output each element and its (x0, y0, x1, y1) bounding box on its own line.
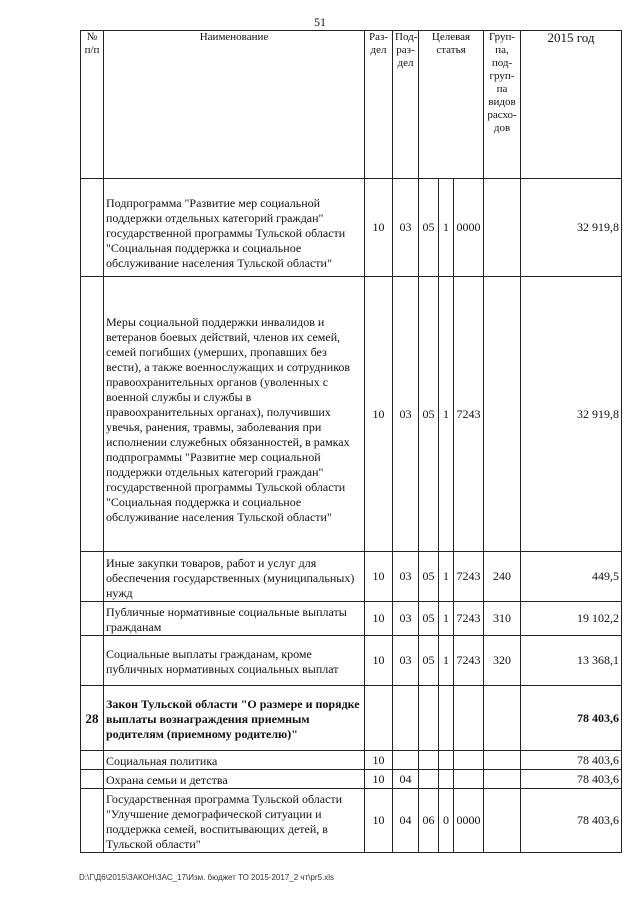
table-row (81, 751, 622, 770)
row-podrazdel: 03 (393, 552, 419, 602)
row-podrazdel: 03 (393, 602, 419, 636)
row-target-subprogram (439, 686, 454, 751)
row-amount-2015: 78 403,6 (521, 770, 622, 789)
row-target-program (419, 686, 439, 751)
row-expense-group (484, 770, 521, 789)
row-name: Иные закупки товаров, работ и услуг для обеспечения государственных (муниципальных) нужд (104, 552, 365, 602)
row-podrazdel: 03 (393, 636, 419, 686)
row-target-program (419, 770, 439, 789)
page-number: 51 (314, 15, 326, 29)
header-name: Наименование (104, 31, 365, 179)
header-target: Целевая статья (419, 31, 484, 179)
row-expense-group (484, 751, 521, 770)
row-number (81, 179, 104, 277)
row-podrazdel: 03 (393, 179, 419, 277)
row-podrazdel: 04 (393, 789, 419, 853)
row-razdel (365, 686, 393, 751)
row-name: Социальная политика (104, 751, 365, 770)
row-expense-group (484, 686, 521, 751)
row-razdel: 10 (365, 179, 393, 277)
row-target-code: 7243 (454, 552, 484, 602)
row-name: Меры социальной поддержки инвалидов и ветеранов боевых действий, членов их семей, семей погибших (умерших, пропавших без вести), а также военнослужащих и сотрудников правоохранительных органов (уволенных с военной службы и службы в правоохранительных органах), получивших увечья, ранения, травмы, заболевания при исполнении служебных обязанностей, в рамках подпрограммы "Развитие мер социальной поддержки отдельных категорий граждан" государственной программы Тульской области "Социальная поддержка и социальное обслуживание населения Тульской области" (104, 277, 365, 552)
table-row (81, 277, 622, 552)
row-target-code: 0000 (454, 789, 484, 853)
row-number: 28 (81, 686, 104, 751)
row-expense-group: 310 (484, 602, 521, 636)
row-target-subprogram: 1 (439, 602, 454, 636)
row-name: Охрана семьи и детства (104, 770, 365, 789)
row-target-code: 7243 (454, 636, 484, 686)
header-year: 2015 год (521, 31, 622, 179)
row-podrazdel (393, 751, 419, 770)
row-podrazdel: 03 (393, 277, 419, 552)
row-razdel: 10 (365, 636, 393, 686)
row-target-program: 05 (419, 277, 439, 552)
row-target-program: 05 (419, 179, 439, 277)
row-number (81, 751, 104, 770)
row-number (81, 277, 104, 552)
row-target-code: 7243 (454, 277, 484, 552)
row-expense-group (484, 789, 521, 853)
row-target-code (454, 686, 484, 751)
row-name: Публичные нормативные социальные выплаты гражданам (104, 602, 365, 636)
table-row (81, 552, 622, 602)
row-target-subprogram: 0 (439, 789, 454, 853)
table-row (81, 770, 622, 789)
row-target-program (419, 751, 439, 770)
row-podrazdel (393, 686, 419, 751)
row-amount-2015: 32 919,8 (521, 179, 622, 277)
row-amount-2015: 13 368,1 (521, 636, 622, 686)
table-row (81, 179, 622, 277)
row-number (81, 602, 104, 636)
row-target-subprogram (439, 770, 454, 789)
header-row (81, 31, 622, 179)
row-number (81, 770, 104, 789)
row-number (81, 789, 104, 853)
row-target-code: 7243 (454, 602, 484, 636)
row-target-subprogram: 1 (439, 636, 454, 686)
row-razdel: 10 (365, 770, 393, 789)
row-number (81, 552, 104, 602)
table-row (81, 686, 622, 751)
row-name: Государственная программа Тульской области "Улучшение демографической ситуации и поддержка семей, воспитывающих детей, в Тульской области" (104, 789, 365, 853)
row-target-code (454, 751, 484, 770)
row-razdel: 10 (365, 277, 393, 552)
row-expense-group (484, 179, 521, 277)
table-row (81, 636, 622, 686)
row-name: Закон Тульской области "О размере и порядке выплаты вознаграждения приемным родителям (приемному родителю)" (104, 686, 365, 751)
row-target-subprogram: 1 (439, 552, 454, 602)
row-expense-group: 240 (484, 552, 521, 602)
row-target-subprogram: 1 (439, 277, 454, 552)
row-razdel: 10 (365, 602, 393, 636)
row-name: Социальные выплаты гражданам, кроме публичных нормативных социальных выплат (104, 636, 365, 686)
row-target-code (454, 770, 484, 789)
header-razdel: Раз-дел (365, 31, 393, 179)
row-target-subprogram: 1 (439, 179, 454, 277)
row-razdel: 10 (365, 751, 393, 770)
row-number (81, 636, 104, 686)
header-num: № п/п (81, 31, 104, 179)
row-amount-2015: 78 403,6 (521, 686, 622, 751)
table-row (81, 789, 622, 853)
row-amount-2015: 78 403,6 (521, 789, 622, 853)
row-target-program: 06 (419, 789, 439, 853)
header-podrazdel: Под-раз-дел (393, 31, 419, 179)
row-podrazdel: 04 (393, 770, 419, 789)
row-amount-2015: 19 102,2 (521, 602, 622, 636)
row-name: Подпрограмма "Развитие мер социальной поддержки отдельных категорий граждан" государственной программы Тульской области "Социальная поддержка и социальное обслуживание населения Тульской области" (104, 179, 365, 277)
row-amount-2015: 78 403,6 (521, 751, 622, 770)
table-row (81, 602, 622, 636)
budget-table (80, 30, 622, 853)
row-razdel: 10 (365, 552, 393, 602)
file-path-footer: D:\Г\Д6\2015\ЗАКОН\ЗАС_17\Изм. бюджет ТО 2015-2017_2 чт\pr5.xls (79, 873, 335, 882)
row-target-program: 05 (419, 552, 439, 602)
row-expense-group (484, 277, 521, 552)
row-target-program: 05 (419, 602, 439, 636)
row-target-code: 0000 (454, 179, 484, 277)
row-amount-2015: 449,5 (521, 552, 622, 602)
row-target-subprogram (439, 751, 454, 770)
row-expense-group: 320 (484, 636, 521, 686)
row-target-program: 05 (419, 636, 439, 686)
row-razdel: 10 (365, 789, 393, 853)
row-amount-2015: 32 919,8 (521, 277, 622, 552)
header-group: Груп-па, под-груп-па видов расхо-дов (484, 31, 521, 179)
